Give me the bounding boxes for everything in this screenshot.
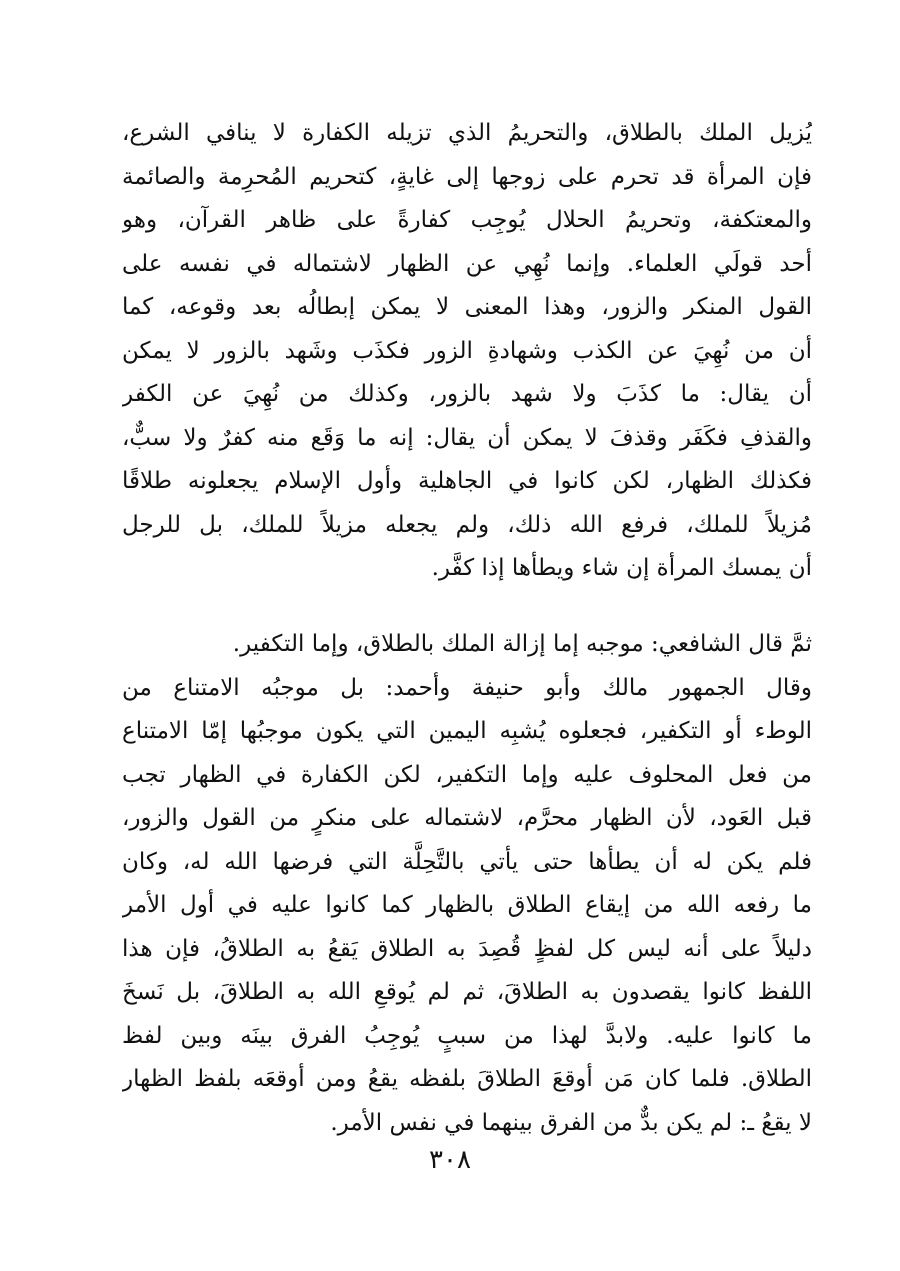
text-line: أحد قولَي العلماء. وإنما نُهِي عن الظهار لاشتماله في نفسه على [122, 250, 812, 277]
text-line: والمعتكفة، وتحريمُ الحلال يُوجِب كفارةً على ظاهر القرآن، وهو [122, 207, 812, 233]
text-line: أن يمسك المرأة إن شاء ويطأها إذا كفَّر. [431, 555, 812, 581]
paragraph-1 [122, 112, 812, 591]
text-line: ما كانوا عليه. ولابدَّ لهذا من سببٍ يُوجِبُ الفرق بينَه وبين لفظ [122, 1022, 812, 1049]
text-line: ثمَّ قال الشافعي: موجبه إما إزالة الملك بالطلاق، وإما التكفير. [232, 631, 812, 657]
text-line: يُزيل الملك بالطلاق، والتحريمُ الذي تزيله الكفارة لا ينافي الشرع، [122, 120, 812, 146]
text-line: فكذلك الظهار، لكن كانوا في الجاهلية وأول الإسلام يجعلونه طلاقًا [122, 468, 812, 494]
text-line: الوطء أو التكفير، فجعلوه يُشبِه اليمين التي يكون موجبُها إمّا الامتناع [122, 718, 812, 744]
text-line: دليلاً على أنه ليس كل لفظٍ قُصِدَ به الطلاق يَقعُ به الطلاقُ، فإن هذا [122, 935, 812, 962]
text-line: اللفظ كانوا يقصدون به الطلاقَ، ثم لم يُوقعِ الله به الطلاقَ، بل نَسخَ [122, 979, 812, 1005]
text-line: فلم يكن له أن يطأها حتى يأتي بالتَّحِلَّة التي فرضها الله له، وكان [122, 848, 812, 875]
text-line: أن يقال: ما كذَبَ ولا شهد بالزور، وكذلك من نُهِيَ عن الكفر [122, 381, 812, 407]
page-number: ٣٠٨ [429, 1145, 471, 1175]
paragraph-2 [122, 623, 812, 1145]
text-line: ما رفعه الله من إيقاع الطلاق بالظهار كما كانوا عليه في أول الأمر [122, 892, 812, 918]
text-line: لا يقعُ ـ: لم يكن بدٌّ من الفرق بينهما في نفس الأمر. [330, 1109, 812, 1136]
text-line: مُزيلاً للملك، فرفع الله ذلك، ولم يجعله مزيلاً للملك، بل للرجل [122, 511, 812, 538]
text-line: الطلاق. فلما كان مَن أوقعَ الطلاقَ بلفظه يقعُ ومن أوقعَه بلفظ الظهار [122, 1066, 812, 1092]
text-line: والقذفِ فكَفَر وقذفَ لا يمكن أن يقال: إنه ما وَقَع منه كفرٌ ولا سبٌّ، [122, 424, 812, 451]
text-line: وقال الجمهور مالك وأبو حنيفة وأحمد: بل موجبُه الامتناع من [122, 674, 812, 701]
text-line: فإن المرأة قد تحرم على زوجها إلى غايةٍ، كتحريم المُحرِمة والصائمة [122, 163, 812, 190]
text-line: من فعل المحلوف عليه وإما التكفير، لكن الكفارة في الظهار تجب [122, 761, 812, 788]
text-line: أن من نُهِيَ عن الكذب وشهادةِ الزور فكذَب وشَهد بالزور لا يمكن [122, 337, 812, 364]
text-line: قبل العَود، لأن الظهار محرَّم، لاشتماله على منكرٍ من القول والزور، [122, 805, 812, 831]
text-line: القول المنكر والزور، وهذا المعنى لا يمكن إبطالُه بعد وقوعه، كما [122, 294, 812, 320]
